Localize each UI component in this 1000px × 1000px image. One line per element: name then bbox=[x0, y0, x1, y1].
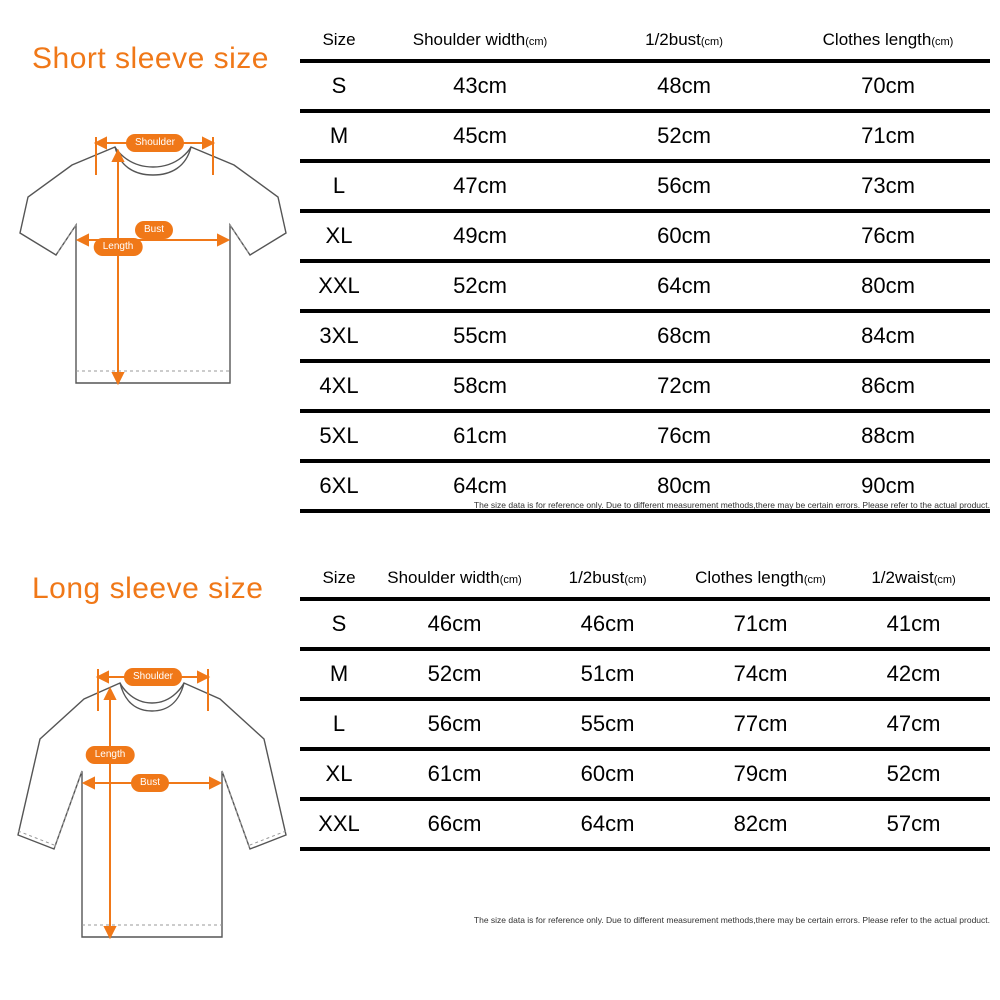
header-text: Clothes length bbox=[822, 30, 932, 49]
short-sleeve-size-table bbox=[300, 30, 990, 513]
short-sleeve-diagram bbox=[10, 105, 295, 405]
header-unit: (cm) bbox=[931, 36, 954, 48]
long-sleeve-footnote: The size data is for reference only. Due to different measurement methods,there may be certain errors. Please refer to the actual product. bbox=[473, 915, 990, 925]
header-cell-size bbox=[300, 30, 378, 61]
cell-half-bust: 80cm bbox=[582, 461, 786, 511]
bust-dim-label: Bust bbox=[135, 221, 173, 239]
cell-clothes-length: 76cm bbox=[786, 211, 990, 261]
cell-half-bust: 64cm bbox=[531, 799, 684, 849]
header-unit: (cm) bbox=[624, 574, 647, 586]
cell-half-bust: 55cm bbox=[531, 699, 684, 749]
length-dim-label: Length bbox=[86, 746, 135, 764]
cell-half-bust: 76cm bbox=[582, 411, 786, 461]
header-text: Shoulder width bbox=[412, 30, 526, 49]
table-header-row bbox=[300, 568, 990, 599]
cell-size: L bbox=[300, 699, 378, 749]
cell-size: M bbox=[300, 111, 378, 161]
cell-half-bust: 72cm bbox=[582, 361, 786, 411]
table-row bbox=[300, 599, 990, 649]
cell-clothes-length: 74cm bbox=[684, 649, 837, 699]
size-table bbox=[300, 568, 990, 851]
cell-half-bust: 68cm bbox=[582, 311, 786, 361]
table-row bbox=[300, 61, 990, 111]
header-text: 1/2bust bbox=[645, 30, 701, 49]
table-row bbox=[300, 311, 990, 361]
cell-half-bust: 60cm bbox=[531, 749, 684, 799]
cell-clothes-length: 73cm bbox=[786, 161, 990, 211]
cell-shoulder-width: 52cm bbox=[378, 261, 582, 311]
cell-clothes-length: 77cm bbox=[684, 699, 837, 749]
bust-dim-label: Bust bbox=[131, 774, 169, 792]
cell-shoulder-width: 45cm bbox=[378, 111, 582, 161]
header-text: Size bbox=[322, 568, 356, 587]
table-row bbox=[300, 699, 990, 749]
long-sleeve-title: Long sleeve size bbox=[32, 572, 264, 605]
short-sleeve-title: Short sleeve size bbox=[32, 42, 269, 75]
cell-half-bust: 52cm bbox=[582, 111, 786, 161]
cell-half-bust: 60cm bbox=[582, 211, 786, 261]
cell-size: S bbox=[300, 599, 378, 649]
table-header-row bbox=[300, 30, 990, 61]
cell-size: XL bbox=[300, 749, 378, 799]
cell-clothes-length: 70cm bbox=[786, 61, 990, 111]
cell-half-waist: 52cm bbox=[837, 749, 990, 799]
cell-half-waist: 42cm bbox=[837, 649, 990, 699]
table-row bbox=[300, 261, 990, 311]
header-cell-clothes-length bbox=[684, 568, 837, 599]
header-cell-size bbox=[300, 568, 378, 599]
header-unit: (cm) bbox=[700, 36, 723, 48]
cell-half-waist: 57cm bbox=[837, 799, 990, 849]
cell-shoulder-width: 58cm bbox=[378, 361, 582, 411]
size-table bbox=[300, 30, 990, 513]
cell-size: M bbox=[300, 649, 378, 699]
cell-shoulder-width: 66cm bbox=[378, 799, 531, 849]
cell-half-bust: 48cm bbox=[582, 61, 786, 111]
header-cell-clothes-length bbox=[786, 30, 990, 61]
cell-half-bust: 64cm bbox=[582, 261, 786, 311]
long-sleeve-section bbox=[0, 540, 1000, 1000]
header-cell-half-bust bbox=[582, 30, 786, 61]
table-row bbox=[300, 799, 990, 849]
length-dim-label: Length bbox=[94, 238, 143, 256]
header-unit: (cm) bbox=[499, 574, 522, 586]
long-sleeve-size-table bbox=[300, 568, 990, 851]
cell-size: XXL bbox=[300, 261, 378, 311]
cell-half-waist: 41cm bbox=[837, 599, 990, 649]
header-text: Size bbox=[322, 30, 356, 49]
header-cell-half-waist bbox=[837, 568, 990, 599]
cell-half-bust: 56cm bbox=[582, 161, 786, 211]
shoulder-dim-label: Shoulder bbox=[124, 668, 182, 686]
table-row bbox=[300, 211, 990, 261]
header-cell-half-bust bbox=[531, 568, 684, 599]
header-text: 1/2bust bbox=[568, 568, 625, 587]
cell-shoulder-width: 49cm bbox=[378, 211, 582, 261]
header-unit: (cm) bbox=[803, 574, 826, 586]
header-text: Shoulder width bbox=[387, 568, 500, 587]
header-unit: (cm) bbox=[525, 36, 548, 48]
header-text: 1/2waist bbox=[871, 568, 934, 587]
cell-clothes-length: 82cm bbox=[684, 799, 837, 849]
long-sleeve-diagram bbox=[10, 635, 295, 965]
cell-size: L bbox=[300, 161, 378, 211]
cell-size: 4XL bbox=[300, 361, 378, 411]
cell-shoulder-width: 56cm bbox=[378, 699, 531, 749]
cell-shoulder-width: 61cm bbox=[378, 749, 531, 799]
cell-clothes-length: 71cm bbox=[684, 599, 837, 649]
cell-shoulder-width: 43cm bbox=[378, 61, 582, 111]
cell-shoulder-width: 47cm bbox=[378, 161, 582, 211]
table-row bbox=[300, 749, 990, 799]
header-cell-shoulder-width bbox=[378, 30, 582, 61]
cell-half-waist: 47cm bbox=[837, 699, 990, 749]
cell-size: S bbox=[300, 61, 378, 111]
cell-clothes-length: 71cm bbox=[786, 111, 990, 161]
cell-size: 6XL bbox=[300, 461, 378, 511]
cell-size: 5XL bbox=[300, 411, 378, 461]
cell-clothes-length: 80cm bbox=[786, 261, 990, 311]
header-text: Clothes length bbox=[695, 568, 804, 587]
cell-size: XL bbox=[300, 211, 378, 261]
cell-shoulder-width: 52cm bbox=[378, 649, 531, 699]
header-cell-shoulder-width bbox=[378, 568, 531, 599]
table-row bbox=[300, 111, 990, 161]
cell-clothes-length: 88cm bbox=[786, 411, 990, 461]
cell-shoulder-width: 64cm bbox=[378, 461, 582, 511]
cell-size: 3XL bbox=[300, 311, 378, 361]
short-sleeve-footnote: The size data is for reference only. Due to different measurement methods,there may be certain errors. Please refer to the actual product. bbox=[473, 500, 990, 510]
cell-shoulder-width: 46cm bbox=[378, 599, 531, 649]
table-row bbox=[300, 161, 990, 211]
cell-shoulder-width: 61cm bbox=[378, 411, 582, 461]
table-row bbox=[300, 361, 990, 411]
shoulder-dim-label: Shoulder bbox=[126, 134, 184, 152]
cell-clothes-length: 84cm bbox=[786, 311, 990, 361]
cell-clothes-length: 86cm bbox=[786, 361, 990, 411]
cell-size: XXL bbox=[300, 799, 378, 849]
table-row bbox=[300, 411, 990, 461]
table-row bbox=[300, 649, 990, 699]
cell-clothes-length: 90cm bbox=[786, 461, 990, 511]
cell-half-bust: 46cm bbox=[531, 599, 684, 649]
header-unit: (cm) bbox=[933, 574, 956, 586]
cell-half-bust: 51cm bbox=[531, 649, 684, 699]
cell-clothes-length: 79cm bbox=[684, 749, 837, 799]
cell-shoulder-width: 55cm bbox=[378, 311, 582, 361]
